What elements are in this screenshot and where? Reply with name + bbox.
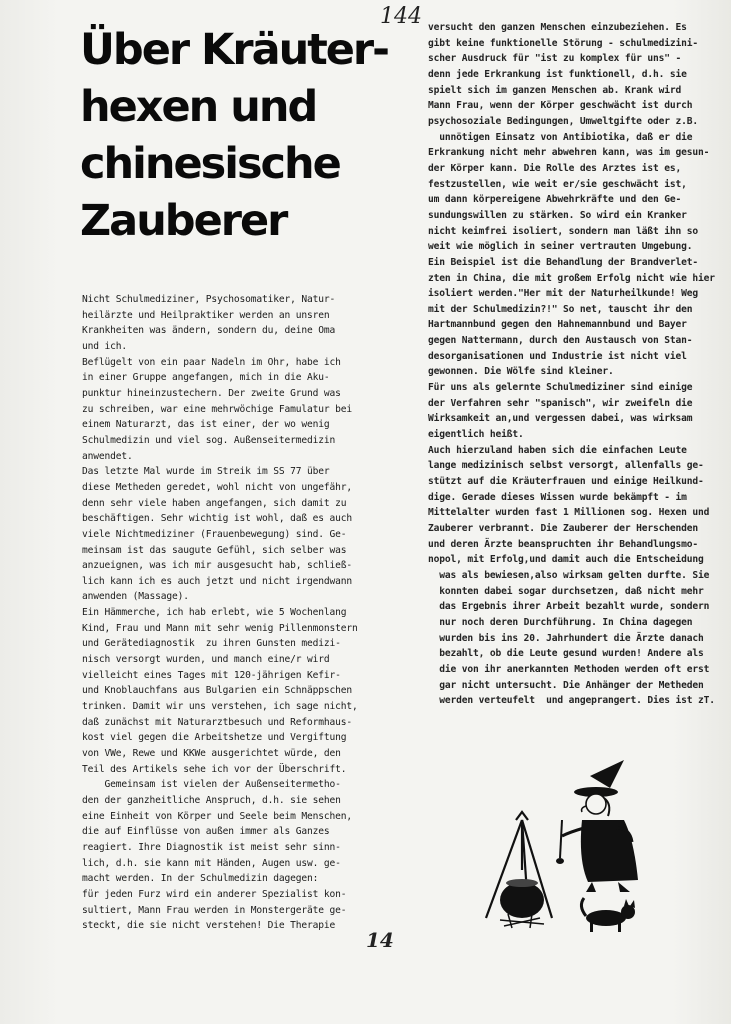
right-column-line: das Ergebnis ihrer Arbeit bezahlt wurde, sondern bbox=[428, 601, 710, 613]
right-column-line: unnötigen Einsatz von Antibiotika, daß er die bbox=[428, 131, 693, 143]
right-column-line: nur noch deren Durchführung. In China dagegen bbox=[428, 616, 693, 628]
right-column-line: Auch hierzuland haben sich die einfachen Leute bbox=[428, 444, 687, 456]
left-column-line: für jeden Furz wird ein anderer Spezialist kon- bbox=[82, 888, 347, 900]
left-column-line: von VWe, Rewe und KKWe ausgerichtet würde, den bbox=[82, 748, 341, 760]
cauldron-drawing bbox=[500, 882, 544, 918]
left-column-line: steckt, die sie nicht verstehen! Die Therapie bbox=[82, 920, 336, 932]
left-column-line: anzueignen, was ich mir ausgesucht hab, schließ- bbox=[82, 560, 353, 572]
left-column-line: Beflügelt von ein paar Nadeln im Ohr, habe ich bbox=[82, 356, 341, 368]
right-column-line: wurden bis ins 20. Jahrhundert die Ärzte danach bbox=[428, 632, 704, 644]
left-text-column bbox=[82, 292, 362, 934]
right-column-line: der Körper kann. Die Rolle des Arztes ist es, bbox=[428, 162, 682, 174]
right-column-line: isoliert werden."Her mit der Naturheilkunde! Weg bbox=[428, 288, 699, 300]
right-column-line: Zauberer verbrannt. Die Zauberer der Herschenden bbox=[428, 523, 699, 534]
left-column-line: die auf Einflüsse von außen immer als Ganzes bbox=[82, 826, 330, 838]
right-column-line: scher Ausdruck für "ist zu komplex für uns" - bbox=[428, 53, 682, 65]
left-column-line: Krankheiten was ändern, sondern du, deine Oma bbox=[82, 325, 336, 337]
right-column-line: und deren Ärzte beanspruchten ihr Behandlungsmo- bbox=[428, 538, 699, 550]
right-column-line: psychosoziale Bedingungen, Umweltgifte oder z.B. bbox=[428, 115, 699, 127]
right-column-line: der Verfahren sehr "spanisch", wir zweifeln die bbox=[428, 397, 693, 409]
left-column-line: und Gerätediagnostik zu ihren Gunsten medizi- bbox=[82, 638, 341, 650]
left-column-line: nisch versorgt wurden, und manch eine/r wird bbox=[82, 654, 330, 666]
right-column-line: spielt sich im ganzen Menschen ab. Krank wird bbox=[428, 84, 682, 96]
right-column-line: eigentlich heißt. bbox=[428, 429, 524, 441]
right-column-line: denn jede Erkrankung ist funktionell, d.h. sie bbox=[428, 68, 687, 80]
left-column-line: denn sehr viele haben angefangen, sich damit zu bbox=[82, 497, 347, 509]
right-column-line: bezahlt, ob die Leute gesund wurden! Andere als bbox=[428, 648, 704, 660]
right-column-line: sundungswillen zu stärken. So wird ein Kranker bbox=[428, 209, 687, 221]
left-column-line: einem Naturarzt, das ist einer, der wo wenig bbox=[82, 419, 330, 431]
left-column-line: zu schreiben, war eine mehrwöchige Famulatur bei bbox=[82, 403, 353, 415]
left-column-line: anwendet. bbox=[82, 450, 133, 462]
right-column-line: nopol, mit Erfolg,und damit auch die Entscheidung bbox=[428, 554, 704, 566]
right-column-line: zten in China, die mit großem Erfolg nicht wie hier bbox=[428, 272, 715, 284]
headline-line-4: Zauberer bbox=[80, 196, 287, 246]
right-column-line: nicht keimfrei isoliert, sondern man läßt ihn so bbox=[428, 225, 699, 237]
left-column-line: heilärzte und Heilpraktiker werden an unsren bbox=[82, 309, 330, 321]
left-column-line: beschäftigen. Sehr wichtig ist wohl, daß es auch bbox=[82, 513, 353, 525]
left-column-line: diese Metheden geredet, wohl nicht von ungefähr, bbox=[82, 481, 353, 493]
right-column-line: Ein Beispiel ist die Behandlung der Brandverlet- bbox=[428, 256, 699, 268]
right-column-line: desorganisationen und Industrie ist nicht viel bbox=[428, 350, 687, 362]
right-column-line: um dann körpereigene Abwehrkräfte und den Ge- bbox=[428, 194, 682, 206]
black-cat bbox=[581, 898, 635, 932]
headline-line-2: hexen und bbox=[80, 82, 317, 132]
left-column-line: lich kann ich es auch jetzt und nicht irgendwann bbox=[82, 575, 353, 587]
headline-line-1: Über Kräuter- bbox=[80, 25, 388, 75]
left-column-line: Teil des Artikels sehe ich vor der Überschrift. bbox=[82, 763, 347, 775]
right-column-line: stützt auf die Kräuterfrauen und einige Heilkund- bbox=[428, 476, 704, 488]
handwritten-page-number-top: 144 bbox=[380, 4, 422, 29]
right-column-line: Für uns als gelernte Schulmediziner sind einige bbox=[428, 382, 693, 394]
left-column-line: sultiert, Mann Frau werden in Monstergeräte ge- bbox=[82, 904, 347, 916]
left-column-line: punktur hineinzustechern. Der zweite Grund was bbox=[82, 387, 341, 399]
left-column-line: eine Einheit von Körper und Seele beim Menschen, bbox=[82, 810, 353, 822]
left-column-line: Nicht Schulmediziner, Psychosomatiker, Natur- bbox=[82, 294, 336, 305]
right-column-line: Erkrankung nicht mehr abwehren kann, was im gesun- bbox=[428, 147, 710, 159]
left-column-line: lich, d.h. sie kann mit Händen, Augen usw. ge- bbox=[82, 857, 341, 869]
right-column-line: gibt keine funktionelle Störung - schulmedizini- bbox=[428, 37, 699, 49]
right-column-line: weit wie möglich in seiner vertrauten Umgebung. bbox=[428, 241, 693, 253]
right-column-line: werden verteufelt und angeprangert. Dies ist zT. bbox=[428, 695, 715, 707]
left-column-line: anwenden (Massage). bbox=[82, 591, 189, 603]
handwritten-page-number-bottom: 14 bbox=[366, 928, 394, 952]
right-column-line: gegen Nattermann, durch den Austausch von Stan- bbox=[428, 335, 693, 347]
headline-line-3: chinesische bbox=[80, 139, 340, 189]
left-column-line: Ein Hämmerche, ich hab erlebt, wie 5 Wochenlang bbox=[82, 607, 347, 619]
left-column-line: reagiert. Ihre Diagnostik ist meist sehr sinn- bbox=[82, 841, 341, 853]
right-column-line: festzustellen, wie weit er/sie geschwächt ist, bbox=[428, 178, 687, 190]
left-column-line: trinken. Damit wir uns verstehen, ich sage nicht, bbox=[82, 701, 358, 713]
witch-cauldron-illustration bbox=[478, 758, 654, 936]
right-column-line: konnten dabei sogar durchsetzen, daß nicht mehr bbox=[428, 585, 704, 597]
left-column-line: den der ganzheitliche Anspruch, d.h. sie sehen bbox=[82, 795, 341, 806]
witch-figure bbox=[556, 760, 638, 892]
right-column-line: gar nicht untersucht. Die Anhänger der Metheden bbox=[428, 679, 704, 691]
right-column-line: die von ihr anerkannten Methoden werden oft erst bbox=[428, 663, 710, 675]
right-column-line: mit der Schulmedizin?!" So net, tauscht ihr den bbox=[428, 303, 693, 315]
right-column-line: was als bewiesen,also wirksam gelten durfte. Sie bbox=[428, 569, 710, 581]
right-column-line: versucht den ganzen Menschen einzubeziehen. Es bbox=[428, 22, 687, 33]
left-column-line: Gemeinsam ist vielen der Außenseitermetho- bbox=[82, 779, 341, 791]
left-column-line: und Knoblauchfans aus Bulgarien ein Schnäppschen bbox=[82, 685, 353, 697]
right-column-line: Mann Frau, wenn der Körper geschwächt ist durch bbox=[428, 100, 693, 112]
left-column-line: Kind, Frau und Mann mit sehr wenig Pillenmonstern bbox=[82, 622, 358, 634]
right-column-line: Wirksamkeit an,und vergessen dabei, was wirksam bbox=[428, 413, 693, 425]
right-text-column bbox=[428, 20, 718, 709]
left-column-line: kost viel gegen die Arbeitshetze und Vergiftung bbox=[82, 732, 347, 744]
left-column-line: in einer Gruppe angefangen, mich in die Aku- bbox=[82, 372, 330, 384]
left-column-line: Schulmedizin und viel sog. Außenseitermedizin bbox=[82, 434, 336, 446]
left-column-line: vielleicht eines Tages mit 120-jährigen Kefir- bbox=[82, 669, 341, 681]
left-column-line: viele Nichtmediziner (Frauenbewegung) sind. Ge- bbox=[82, 528, 347, 540]
right-column-line: Mittelalter wurden fast 1 Millionen sog. Hexen und bbox=[428, 507, 710, 519]
article-headline bbox=[80, 22, 388, 250]
left-column-line: macht werden. In der Schulmedizin dagegen: bbox=[82, 873, 319, 885]
right-column-line: Hartmannbund gegen den Hahnemannbund und Bayer bbox=[428, 319, 687, 331]
left-column-line: und ich. bbox=[82, 340, 128, 352]
left-column-line: Das letzte Mal wurde im Streik im SS 77 über bbox=[82, 466, 330, 478]
right-column-line: dige. Gerade dieses Wissen wurde bekämpft - im bbox=[428, 491, 687, 503]
left-column-line: meinsam ist das saugute Gefühl, sich selber was bbox=[82, 544, 347, 556]
left-column-line: daß zunächst mit Naturarztbesuch und Reformhaus- bbox=[82, 716, 353, 728]
right-column-line: gewonnen. Die Wölfe sind kleiner. bbox=[428, 366, 614, 378]
right-column-line: lange medizinisch selbst versorgt, allenfalls ge- bbox=[428, 460, 704, 472]
